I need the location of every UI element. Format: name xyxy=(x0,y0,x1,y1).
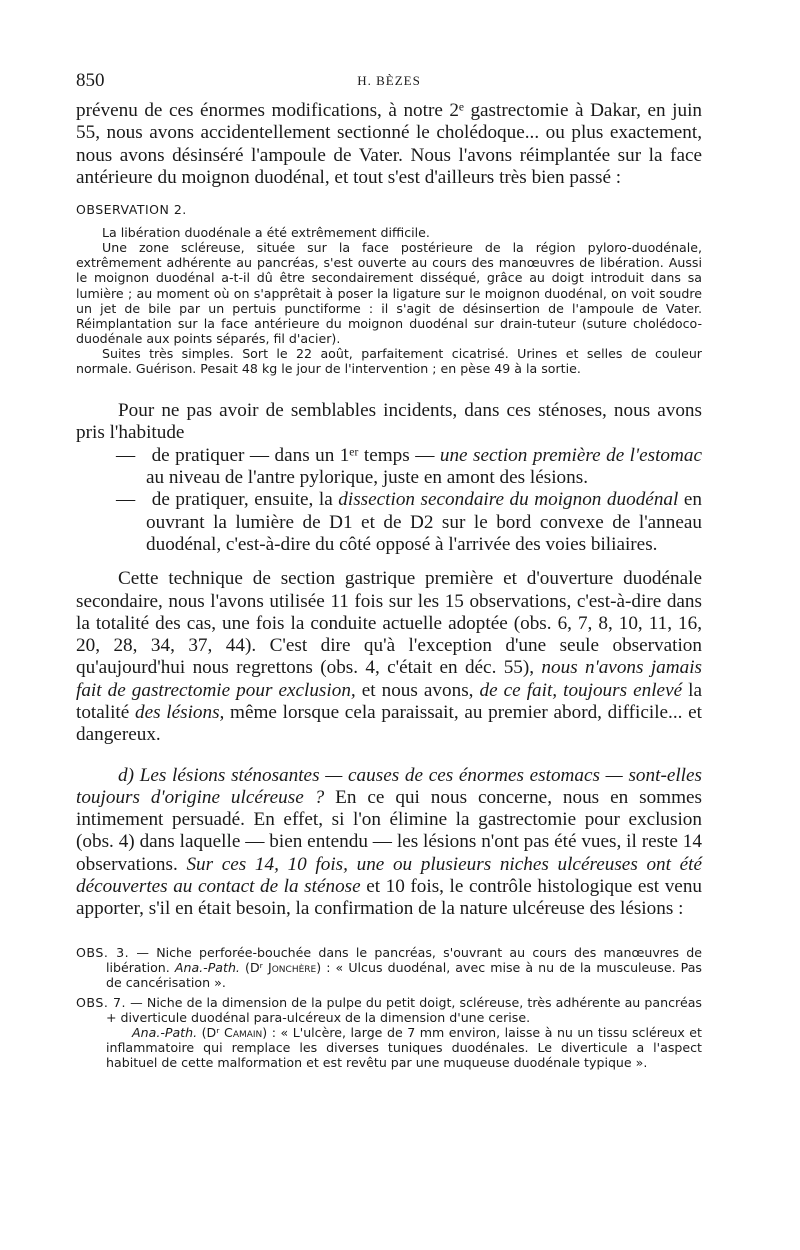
page-number: 850 xyxy=(76,70,105,91)
emphasis-run: de ce fait, toujours enlevé xyxy=(479,679,683,701)
running-head xyxy=(76,70,702,98)
observation-2-line: Suites très simples. Sort le 22 août, parfaitement cicatrisé. Urines et selles de couleur normale. Guérison. Pesait 48 kg le jour de l'intervention ; en pèse 49 à la sortie. xyxy=(76,345,702,377)
author-running-title: H. BÈZES xyxy=(357,73,421,88)
obs-label: OBS. 3. xyxy=(76,944,130,960)
item-emphasis: une section première de l'estomac xyxy=(439,444,702,466)
paragraph-technique xyxy=(76,568,702,746)
doctor-name: Camain xyxy=(224,1025,263,1041)
observation-list xyxy=(76,945,702,1071)
dash-item-section-premiere xyxy=(76,445,702,490)
emphasis-run: d) Les lésions sténosantes — causes de ces énormes estomacs — sont-elles toujours d'origine ulcéreuse ? xyxy=(76,764,702,808)
observation-2-line: Une zone scléreuse, située sur la face postérieure de la région pyloro-duodénale, extrêmement adhérente au pancréas, s'est ouverte au cours des manœuvres de libération. Aussi le moignon duodénal a-t-il dû être secondairement disséqué, grâce au doigt introduit dans sa lumière ; au moment où on s'apprêtait à poser la ligature sur le moignon duodénal, on voit soudre un jet de bile par un pertuis punctiforme : il s'agit de désinsertion de l'ampoule de Vater. Réimplantation sur la face antérieure du moignon duodénal sur drain-tuteur (suture cholédoco-duodénale aux points séparés, fil d'acier). xyxy=(76,240,702,346)
item-text: au niveau de l'antre pylorique, juste en amont des lésions. xyxy=(146,467,588,489)
emphasis-run: des lésions, xyxy=(134,701,225,723)
paragraph-habitude-intro: Pour ne pas avoir de semblables incidents, dans ces sténoses, nous avons pris l'habitude xyxy=(76,400,702,444)
obs-text: ) : « L'ulcère, large de 7 mm environ, laisse à nu un tissu scléreux et inflammatoire qui remplace les diverses tuniques duodénales. Le diverticule a l'aspect habituel de cette malformation et est revêtu par une muqueuse duodénale typique ». xyxy=(106,1025,702,1071)
anapath-label: Ana.-Path. xyxy=(132,1025,198,1041)
item-emphasis: dissection secondaire du moignon duodénal xyxy=(338,489,679,511)
text-run: et 10 fois, le contrôle histologique est venu apporter, s'il en était besoin, la confirmation de la nature ulcéreuse des lésions : xyxy=(76,876,703,920)
obs-text: (Dʳ xyxy=(197,1025,225,1041)
dash-glyph: — xyxy=(116,444,136,466)
dash-glyph: — xyxy=(116,489,136,511)
observation-2-heading: OBSERVATION 2. xyxy=(76,202,187,218)
item-text: de pratiquer, ensuite, la xyxy=(151,489,339,511)
obs-text: ) : « Ulcus duodénal, avec mise à nu de la musculeuse. Pas de cancérisation ». xyxy=(106,959,702,990)
text-run: et nous avons, xyxy=(355,679,480,701)
obs-text: — Niche perforée-bouchée dans le pancréas, s'ouvrant au cours des manœuvres de libération. xyxy=(106,944,703,975)
obs-text: (Dʳ xyxy=(239,959,268,975)
obs-entry-3 xyxy=(76,945,702,990)
emphasis-run: Sur ces 14, 10 fois, une ou plusieurs niches ulcéreuses ont été découvertes au contact de la sténose xyxy=(76,853,702,898)
obs-entry-7 xyxy=(76,995,702,1070)
book-page xyxy=(76,70,702,1075)
observation-2-line: La libération duodénale a été extrêmement difficile. xyxy=(102,225,430,241)
text-run: la totalité xyxy=(76,679,702,723)
obs-label: OBS. 7. xyxy=(76,994,126,1010)
obs-text: — Niche de la dimension de la pulpe du petit doigt, scléreuse, très adhérente au pancréas + diverticule duodénal para-ulcéreux de la dimension d'une cerise. xyxy=(106,994,702,1026)
paragraph-prevenu: prévenu de ces énormes modifications, à notre 2ᵉ gastrectomie à Dakar, en juin 55, nous avons accidentellement sectionné le cholédoque... ou plus exactement, nous avons désinséré l'ampoule de Vater. Nous l'avons réimplantée sur la face antérieure du moignon duodénal, et tout s'est d'ailleurs très bien passé : xyxy=(76,100,702,188)
text-run: En ce qui nous concerne, nous en sommes intimement persuadé. En effet, si l'on élimine la gastrectomie pour exclusion (obs. 4) dans laquelle — bien entendu — les lésions n'ont pas été vues, il reste 14 observations. xyxy=(76,786,702,875)
anapath-label: Ana.-Path. xyxy=(174,959,240,975)
item-text: de pratiquer — dans un 1ᵉʳ temps — xyxy=(151,444,440,466)
text-run: même lorsque cela paraissait, au premier abord, difficile... et dangereux. xyxy=(76,701,702,746)
obs-continuation xyxy=(106,1025,702,1070)
dash-item-dissection-secondaire xyxy=(76,489,702,556)
item-text: en ouvrant la lumière de D1 et de D2 sur le bord convexe de l'anneau duodénal, c'est-à-dire du côté opposé à l'arrivée des voies biliaires. xyxy=(146,489,702,555)
emphasis-run: nous n'avons jamais fait de gastrectomie pour exclusion, xyxy=(76,657,702,701)
text-run: Cette technique de section gastrique première et d'ouverture duodénale secondaire, nous l'avons utilisée 11 fois sur les 15 observations, c'est-à-dire dans la totalité des cas, une fois la conduite actuelle adoptée (obs. 6, 7, 8, 10, 11, 16, 20, 28, 34, 37, 44). C'est dire qu'à l'exception d'une seule observation qu'aujourd'hui nous regrettons (obs. 4, c'était en déc. 55), xyxy=(76,568,702,679)
paragraph-lesions-stenosantes xyxy=(76,765,702,921)
observation-2 xyxy=(76,202,702,376)
doctor-name: Jonchère xyxy=(268,959,317,975)
